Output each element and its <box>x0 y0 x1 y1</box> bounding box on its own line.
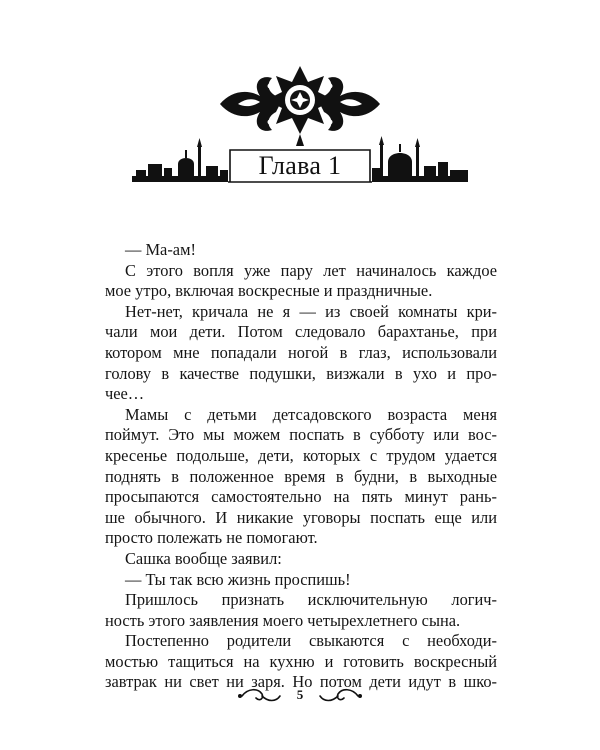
text-line: голову в качестве подушки, визжали в ухо и про- <box>105 363 497 383</box>
text-line: Нет-нет, кричала не я — из своей комнаты кри- <box>125 301 497 321</box>
text-line: ность этого заявления моего четырехлетнего сына. <box>105 610 461 630</box>
text-line: кресенье подольше, дети, которых с трудом удается <box>105 445 497 465</box>
text-line: поднять в положенное время в будни, в выходные <box>105 466 497 486</box>
text-line: чее… <box>105 384 145 404</box>
text-line: чали мои дети. Потом следовало барахтанье, при <box>105 322 497 342</box>
text-line: завтрак ни свет ни заря. Но потом дети идут в шко- <box>105 672 497 692</box>
text-line: Сашка вообще заявил: <box>125 548 282 568</box>
text-line: Мамы с детьми детсадовского возраста меня <box>125 404 497 424</box>
text-line: просто полежать не помогают. <box>105 528 318 548</box>
chapter-title: Глава 1 <box>258 151 342 180</box>
text-line: мостью тащиться на кухню и готовить воскресный <box>105 651 497 671</box>
text-line: котором мне попадали ногой в глаз, использовали <box>105 342 497 362</box>
chapter-body-text <box>105 240 497 693</box>
text-line: — Ты так всю жизнь проспишь! <box>125 569 351 589</box>
text-line: Пришлось признать исключительную логич- <box>125 590 497 610</box>
text-line: Постепенно родители свыкаются с необходи- <box>125 631 497 651</box>
text-line: просыпаются самостоятельно на пять минут рань- <box>105 487 497 507</box>
text-line: поймут. Это мы можем поспать в субботу или вос- <box>105 425 497 445</box>
page-number: 5 <box>296 687 304 702</box>
text-line: мое утро, включая воскресные и праздничные. <box>105 281 433 301</box>
text-line: ше обычного. И никакие уговоры поспать еще или <box>105 507 497 527</box>
text-line: — Ма-ам! <box>125 240 196 259</box>
arabesque-ornament-icon <box>216 62 384 146</box>
text-line: С этого вопля уже пару лет начиналось каждое <box>125 260 497 280</box>
